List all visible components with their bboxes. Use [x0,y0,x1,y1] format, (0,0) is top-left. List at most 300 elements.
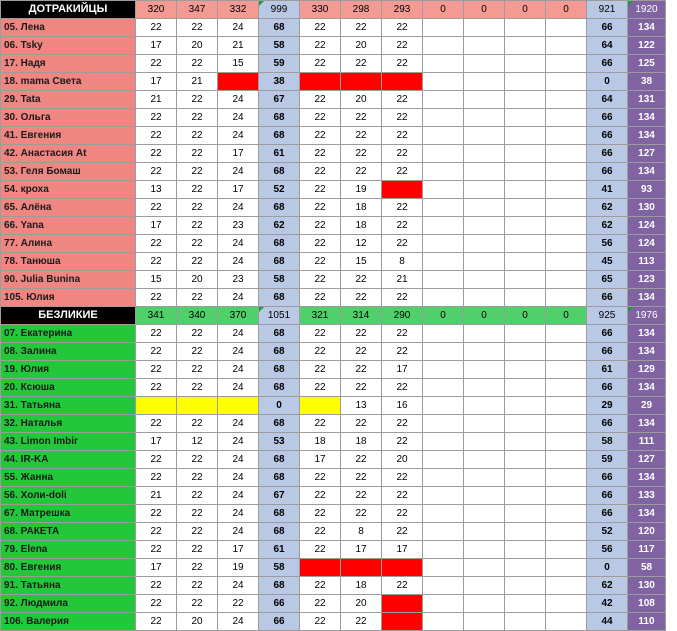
round-sum-cell[interactable]: 68 [259,415,300,433]
score-cell[interactable] [505,397,546,415]
score-cell[interactable] [546,163,587,181]
score-cell[interactable]: 8 [382,253,423,271]
team-total-cell[interactable]: 1920 [628,1,666,19]
score-cell[interactable] [423,415,464,433]
score-cell[interactable] [341,73,382,91]
score-cell[interactable] [464,487,505,505]
score-cell[interactable]: 22 [300,109,341,127]
score-cell[interactable] [546,73,587,91]
score-cell[interactable]: 22 [177,91,218,109]
score-cell[interactable]: 20 [341,91,382,109]
score-cell[interactable]: 15 [341,253,382,271]
score-cell[interactable]: 21 [136,91,177,109]
player-name[interactable]: 17. Надя [1,55,136,73]
score-cell[interactable] [382,73,423,91]
score-cell[interactable] [382,181,423,199]
score-cell[interactable]: 22 [177,55,218,73]
score-cell[interactable]: 22 [177,541,218,559]
score-cell[interactable]: 22 [382,505,423,523]
score-cell[interactable]: 22 [382,289,423,307]
score-cell[interactable] [505,271,546,289]
score-cell[interactable]: 22 [177,217,218,235]
score-cell[interactable]: 22 [382,19,423,37]
score-cell[interactable]: 22 [177,523,218,541]
score-cell[interactable] [505,523,546,541]
score-cell[interactable]: 22 [382,199,423,217]
score-cell[interactable]: 18 [341,577,382,595]
score-cell[interactable]: 22 [136,289,177,307]
score-cell[interactable]: 21 [177,73,218,91]
score-cell[interactable] [546,289,587,307]
score-cell[interactable] [423,109,464,127]
player-name[interactable]: 78. Танюша [1,253,136,271]
player-total-cell[interactable]: 134 [628,415,666,433]
score-cell[interactable]: 24 [218,451,259,469]
score-cell[interactable]: 22 [300,55,341,73]
score-cell[interactable] [546,145,587,163]
score-cell[interactable] [505,127,546,145]
team-total-cell[interactable]: 999 [259,1,300,19]
score-cell[interactable]: 22 [300,235,341,253]
player-total-cell[interactable]: 130 [628,577,666,595]
score-cell[interactable]: 22 [177,415,218,433]
player-total-cell[interactable]: 113 [628,253,666,271]
score-cell[interactable]: 22 [300,541,341,559]
score-cell[interactable]: 22 [136,505,177,523]
score-cell[interactable]: 22 [341,271,382,289]
score-cell[interactable]: 22 [382,55,423,73]
score-cell[interactable] [505,289,546,307]
score-cell[interactable]: 22 [382,163,423,181]
score-cell[interactable] [423,469,464,487]
score-cell[interactable]: 24 [218,469,259,487]
score-cell[interactable] [546,127,587,145]
score-cell[interactable] [464,253,505,271]
player-name[interactable]: 55. Жанна [1,469,136,487]
player-name[interactable]: 92. Людмила [1,595,136,613]
score-cell[interactable]: 24 [218,289,259,307]
score-cell[interactable] [505,217,546,235]
score-cell[interactable]: 22 [177,253,218,271]
score-cell[interactable]: 22 [136,469,177,487]
player-total-cell[interactable]: 127 [628,451,666,469]
player-name[interactable]: 31. Татьяна [1,397,136,415]
score-cell[interactable]: 22 [136,325,177,343]
player-name[interactable]: 56. Холи-doli [1,487,136,505]
score-cell[interactable] [546,343,587,361]
round-sum-cell[interactable]: 58 [587,433,628,451]
player-name[interactable]: 20. Ксюша [1,379,136,397]
score-cell[interactable] [505,505,546,523]
player-total-cell[interactable]: 124 [628,217,666,235]
score-cell[interactable] [464,163,505,181]
score-cell[interactable]: 22 [300,127,341,145]
score-cell[interactable]: 17 [382,361,423,379]
score-cell[interactable] [464,451,505,469]
score-cell[interactable]: 24 [218,361,259,379]
score-cell[interactable]: 22 [177,469,218,487]
player-total-cell[interactable]: 125 [628,55,666,73]
round-sum-cell[interactable]: 68 [259,253,300,271]
score-cell[interactable] [464,19,505,37]
score-cell[interactable]: 20 [177,613,218,631]
round-sum-cell[interactable]: 67 [259,487,300,505]
round-sum-cell[interactable]: 68 [259,235,300,253]
player-total-cell[interactable]: 117 [628,541,666,559]
player-name[interactable]: 44. IR-KA [1,451,136,469]
team-name[interactable]: ДОТРАКИЙЦЫ [1,1,136,19]
score-cell[interactable]: 22 [382,523,423,541]
round-sum-cell[interactable]: 62 [587,577,628,595]
score-cell[interactable]: 22 [382,109,423,127]
score-cell[interactable]: 22 [136,253,177,271]
player-total-cell[interactable]: 131 [628,91,666,109]
score-cell[interactable]: 22 [136,127,177,145]
player-name[interactable]: 41. Евгения [1,127,136,145]
score-cell[interactable]: 22 [136,577,177,595]
score-cell[interactable] [546,505,587,523]
team-total-cell[interactable]: 0 [423,307,464,325]
score-cell[interactable]: 24 [218,433,259,451]
score-cell[interactable] [464,343,505,361]
score-cell[interactable] [546,577,587,595]
player-total-cell[interactable]: 134 [628,109,666,127]
player-name[interactable]: 79. Elena [1,541,136,559]
score-cell[interactable]: 22 [136,55,177,73]
player-name[interactable]: 106. Валерия [1,613,136,631]
score-cell[interactable]: 22 [300,469,341,487]
score-cell[interactable]: 21 [218,37,259,55]
score-cell[interactable] [505,19,546,37]
score-cell[interactable] [505,145,546,163]
round-sum-cell[interactable]: 66 [587,325,628,343]
score-cell[interactable] [505,109,546,127]
score-cell[interactable] [423,487,464,505]
player-total-cell[interactable]: 122 [628,37,666,55]
score-cell[interactable]: 22 [136,541,177,559]
team-total-cell[interactable]: 921 [587,1,628,19]
score-cell[interactable] [423,559,464,577]
score-cell[interactable] [546,559,587,577]
score-cell[interactable] [423,217,464,235]
round-sum-cell[interactable]: 66 [587,505,628,523]
score-cell[interactable]: 24 [218,343,259,361]
player-name[interactable]: 65. Алёна [1,199,136,217]
score-cell[interactable]: 24 [218,379,259,397]
score-cell[interactable] [546,109,587,127]
round-sum-cell[interactable]: 68 [259,109,300,127]
score-cell[interactable] [546,55,587,73]
round-sum-cell[interactable]: 66 [587,379,628,397]
score-cell[interactable] [505,415,546,433]
team-total-cell[interactable]: 320 [136,1,177,19]
score-cell[interactable]: 20 [177,37,218,55]
score-cell[interactable] [546,361,587,379]
player-name[interactable]: 91. Татьяна [1,577,136,595]
score-cell[interactable]: 22 [136,163,177,181]
round-sum-cell[interactable]: 58 [259,271,300,289]
score-cell[interactable] [546,253,587,271]
score-cell[interactable] [423,37,464,55]
round-sum-cell[interactable]: 62 [587,199,628,217]
round-sum-cell[interactable]: 66 [587,127,628,145]
score-cell[interactable] [423,73,464,91]
player-name[interactable]: 08. Залина [1,343,136,361]
score-cell[interactable]: 22 [382,469,423,487]
score-cell[interactable]: 22 [341,109,382,127]
score-cell[interactable]: 24 [218,19,259,37]
player-name[interactable]: 43. Limon Imbir [1,433,136,451]
round-sum-cell[interactable]: 56 [587,541,628,559]
score-cell[interactable]: 22 [341,325,382,343]
player-name[interactable]: 32. Наталья [1,415,136,433]
round-sum-cell[interactable]: 68 [259,577,300,595]
player-name[interactable]: 30. Ольга [1,109,136,127]
player-total-cell[interactable]: 134 [628,127,666,145]
round-sum-cell[interactable]: 66 [587,469,628,487]
player-name[interactable]: 18. mama Света [1,73,136,91]
score-cell[interactable]: 22 [300,325,341,343]
score-cell[interactable]: 18 [341,199,382,217]
score-cell[interactable] [382,595,423,613]
score-cell[interactable]: 22 [136,199,177,217]
score-cell[interactable]: 22 [341,289,382,307]
round-sum-cell[interactable]: 38 [259,73,300,91]
team-name[interactable]: БЕЗЛИКИЕ [1,307,136,325]
score-cell[interactable] [464,91,505,109]
score-cell[interactable]: 24 [218,487,259,505]
score-cell[interactable]: 17 [382,541,423,559]
score-cell[interactable]: 22 [382,487,423,505]
round-sum-cell[interactable]: 44 [587,613,628,631]
score-cell[interactable]: 22 [382,577,423,595]
score-cell[interactable]: 22 [177,361,218,379]
score-cell[interactable]: 22 [300,271,341,289]
round-sum-cell[interactable]: 66 [587,145,628,163]
score-cell[interactable]: 22 [136,109,177,127]
player-total-cell[interactable]: 120 [628,523,666,541]
team-total-cell[interactable]: 0 [505,1,546,19]
score-cell[interactable]: 22 [341,613,382,631]
score-cell[interactable] [423,19,464,37]
score-cell[interactable]: 21 [136,487,177,505]
score-cell[interactable]: 22 [341,379,382,397]
score-cell[interactable] [505,379,546,397]
score-cell[interactable] [341,559,382,577]
score-cell[interactable]: 20 [341,37,382,55]
score-cell[interactable] [423,397,464,415]
round-sum-cell[interactable]: 66 [259,595,300,613]
score-cell[interactable]: 24 [218,523,259,541]
score-cell[interactable]: 22 [300,523,341,541]
score-cell[interactable]: 22 [382,217,423,235]
score-cell[interactable]: 22 [382,91,423,109]
round-sum-cell[interactable]: 62 [587,217,628,235]
score-cell[interactable] [300,73,341,91]
player-total-cell[interactable]: 134 [628,469,666,487]
score-cell[interactable] [464,577,505,595]
score-cell[interactable] [505,487,546,505]
score-cell[interactable]: 22 [341,19,382,37]
player-name[interactable]: 66. Yana [1,217,136,235]
score-cell[interactable] [546,487,587,505]
score-cell[interactable] [505,361,546,379]
score-cell[interactable]: 17 [136,73,177,91]
score-cell[interactable] [464,181,505,199]
score-cell[interactable]: 24 [218,163,259,181]
score-cell[interactable] [546,217,587,235]
score-cell[interactable]: 22 [300,577,341,595]
score-cell[interactable] [546,325,587,343]
team-total-cell[interactable]: 1976 [628,307,666,325]
round-sum-cell[interactable]: 52 [259,181,300,199]
round-sum-cell[interactable]: 68 [259,19,300,37]
round-sum-cell[interactable]: 66 [587,487,628,505]
player-total-cell[interactable]: 134 [628,379,666,397]
score-cell[interactable]: 22 [382,145,423,163]
round-sum-cell[interactable]: 68 [259,361,300,379]
round-sum-cell[interactable]: 66 [259,613,300,631]
score-cell[interactable]: 23 [218,271,259,289]
score-cell[interactable]: 22 [136,19,177,37]
score-cell[interactable] [464,559,505,577]
player-total-cell[interactable]: 123 [628,271,666,289]
score-cell[interactable] [423,379,464,397]
score-cell[interactable]: 22 [341,55,382,73]
score-cell[interactable] [464,235,505,253]
team-total-cell[interactable]: 298 [341,1,382,19]
team-total-cell[interactable]: 290 [382,307,423,325]
score-cell[interactable]: 22 [341,343,382,361]
score-cell[interactable]: 22 [341,469,382,487]
score-cell[interactable]: 22 [300,343,341,361]
score-cell[interactable]: 24 [218,253,259,271]
round-sum-cell[interactable]: 59 [587,451,628,469]
score-cell[interactable] [423,127,464,145]
team-total-cell[interactable]: 332 [218,1,259,19]
score-cell[interactable]: 22 [177,109,218,127]
score-cell[interactable] [505,559,546,577]
score-cell[interactable]: 22 [136,361,177,379]
score-cell[interactable] [546,181,587,199]
score-cell[interactable] [464,55,505,73]
player-name[interactable]: 67. Матрешка [1,505,136,523]
score-cell[interactable] [505,253,546,271]
score-cell[interactable]: 22 [177,577,218,595]
score-cell[interactable]: 21 [382,271,423,289]
player-total-cell[interactable]: 93 [628,181,666,199]
score-cell[interactable] [464,199,505,217]
round-sum-cell[interactable]: 68 [259,343,300,361]
score-cell[interactable] [464,415,505,433]
team-total-cell[interactable]: 0 [505,307,546,325]
score-cell[interactable]: 22 [382,415,423,433]
round-sum-cell[interactable]: 53 [259,433,300,451]
score-cell[interactable]: 22 [300,415,341,433]
round-sum-cell[interactable]: 66 [587,163,628,181]
score-cell[interactable] [423,505,464,523]
round-sum-cell[interactable]: 61 [259,145,300,163]
score-cell[interactable] [546,19,587,37]
score-cell[interactable]: 22 [300,37,341,55]
score-cell[interactable] [423,523,464,541]
score-cell[interactable]: 22 [300,199,341,217]
score-cell[interactable]: 22 [300,487,341,505]
score-cell[interactable] [546,415,587,433]
score-cell[interactable] [423,433,464,451]
score-cell[interactable] [218,73,259,91]
score-cell[interactable]: 24 [218,325,259,343]
score-cell[interactable] [464,379,505,397]
score-cell[interactable] [464,541,505,559]
player-name[interactable]: 68. РАКЕТА [1,523,136,541]
score-cell[interactable]: 22 [177,595,218,613]
score-cell[interactable]: 22 [382,37,423,55]
score-cell[interactable] [505,541,546,559]
round-sum-cell[interactable]: 68 [259,163,300,181]
score-cell[interactable] [464,505,505,523]
score-cell[interactable]: 22 [341,145,382,163]
score-cell[interactable]: 22 [177,19,218,37]
score-cell[interactable]: 22 [382,343,423,361]
score-cell[interactable] [505,91,546,109]
score-cell[interactable]: 22 [382,325,423,343]
score-cell[interactable]: 22 [341,415,382,433]
score-cell[interactable]: 24 [218,109,259,127]
round-sum-cell[interactable]: 56 [587,235,628,253]
player-name[interactable]: 80. Евгения [1,559,136,577]
score-cell[interactable]: 22 [382,379,423,397]
player-total-cell[interactable]: 134 [628,343,666,361]
score-cell[interactable]: 17 [136,37,177,55]
score-cell[interactable]: 18 [341,433,382,451]
score-cell[interactable]: 22 [300,361,341,379]
round-sum-cell[interactable]: 68 [259,379,300,397]
score-cell[interactable]: 13 [136,181,177,199]
score-cell[interactable] [505,163,546,181]
player-total-cell[interactable]: 134 [628,325,666,343]
score-cell[interactable]: 17 [136,559,177,577]
round-sum-cell[interactable]: 66 [587,19,628,37]
score-cell[interactable] [546,613,587,631]
round-sum-cell[interactable]: 64 [587,91,628,109]
score-cell[interactable] [505,199,546,217]
score-cell[interactable]: 24 [218,91,259,109]
score-cell[interactable] [423,181,464,199]
round-sum-cell[interactable]: 68 [259,199,300,217]
round-sum-cell[interactable]: 65 [587,271,628,289]
score-cell[interactable]: 22 [382,127,423,145]
score-cell[interactable]: 22 [177,325,218,343]
score-cell[interactable]: 24 [218,415,259,433]
round-sum-cell[interactable]: 68 [259,127,300,145]
score-cell[interactable] [423,91,464,109]
score-cell[interactable]: 22 [177,487,218,505]
round-sum-cell[interactable]: 66 [587,415,628,433]
player-total-cell[interactable]: 124 [628,235,666,253]
score-cell[interactable]: 20 [341,595,382,613]
score-cell[interactable] [136,397,177,415]
team-total-cell[interactable]: 0 [546,1,587,19]
score-cell[interactable]: 20 [177,271,218,289]
round-sum-cell[interactable]: 62 [259,217,300,235]
score-cell[interactable]: 22 [341,505,382,523]
score-cell[interactable]: 22 [300,217,341,235]
score-cell[interactable]: 22 [300,163,341,181]
score-cell[interactable] [505,469,546,487]
score-cell[interactable]: 18 [300,433,341,451]
team-total-cell[interactable]: 321 [300,307,341,325]
